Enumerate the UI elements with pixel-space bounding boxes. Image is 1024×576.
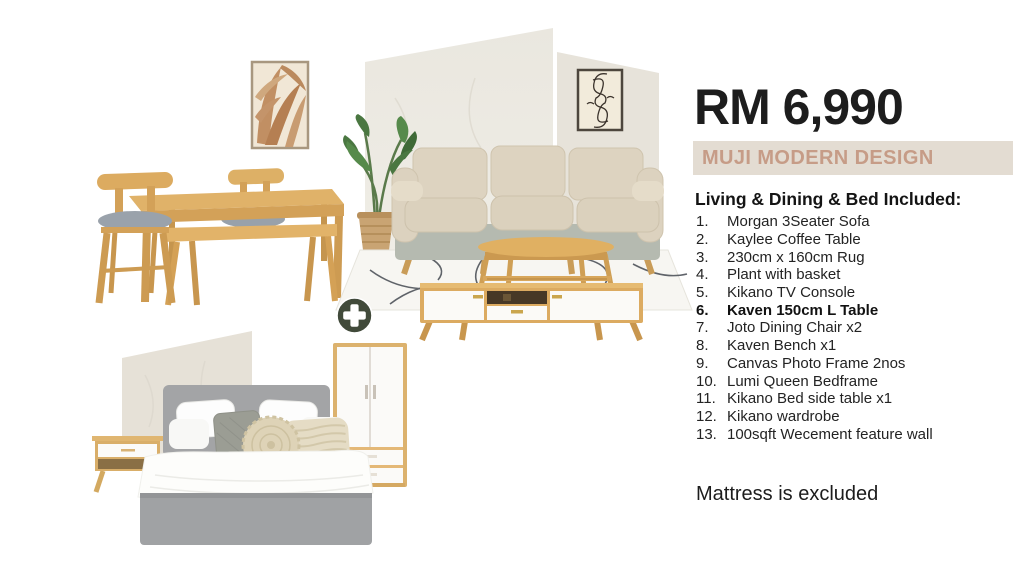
- item-label: Morgan 3Seater Sofa: [727, 213, 870, 231]
- list-item: [696, 355, 933, 373]
- list-item: [696, 390, 933, 408]
- mattress-note: Mattress is excluded: [696, 483, 879, 505]
- item-label: Plant with basket: [727, 266, 841, 284]
- list-item: [696, 372, 933, 390]
- item-label: Canvas Photo Frame 2nos: [727, 354, 906, 372]
- list-heading: Living & Dining & Bed Included:: [695, 189, 962, 209]
- price: RM 6,990: [694, 79, 903, 135]
- face-art-frame: [578, 70, 622, 130]
- item-label: Joto Dining Chair x2: [727, 319, 863, 337]
- list-item: [696, 301, 933, 319]
- plus-icon: [336, 297, 373, 334]
- list-item: [696, 337, 933, 355]
- item-label: Lumi Queen Bedframe: [727, 372, 878, 390]
- item-label: 100sqft Wecement feature wall: [727, 425, 933, 443]
- item-number: 4.: [696, 266, 709, 284]
- list-item: [696, 266, 933, 284]
- item-label: Kaven Bench x1: [727, 337, 837, 355]
- list-item: [696, 213, 933, 231]
- item-label: Kaylee Coffee Table: [727, 231, 861, 249]
- dining-set-image: [85, 55, 355, 320]
- list-item: [696, 425, 933, 443]
- item-number: 2.: [696, 231, 709, 249]
- item-number: 3.: [696, 248, 709, 266]
- item-number: 9.: [696, 354, 709, 372]
- item-number: 1.: [696, 213, 709, 231]
- included-items-list: [696, 213, 933, 443]
- bedroom-image: [85, 325, 445, 560]
- item-label: 230cm x 160cm Rug: [727, 248, 865, 266]
- list-item: [696, 248, 933, 266]
- item-label: Kikano wardrobe: [727, 407, 840, 425]
- list-item: [696, 284, 933, 302]
- item-number: 6.: [696, 301, 709, 319]
- item-number: 13.: [696, 425, 717, 443]
- item-number: 8.: [696, 337, 709, 355]
- palm-art-frame: [252, 62, 308, 148]
- item-number: 11.: [696, 390, 716, 408]
- list-item: [696, 408, 933, 426]
- item-number: 7.: [696, 319, 709, 337]
- list-item: [696, 319, 933, 337]
- tv-console: [420, 283, 643, 340]
- item-label: Kaven 150cm L Table: [727, 301, 879, 319]
- item-number: 5.: [696, 284, 709, 302]
- item-label: Kikano Bed side table x1: [727, 390, 893, 408]
- list-item: [696, 231, 933, 249]
- item-number: 12.: [696, 407, 717, 425]
- living-room-image: [335, 18, 695, 345]
- item-number: 10.: [696, 372, 717, 390]
- design-banner: MUJI MODERN DESIGN: [693, 141, 1013, 175]
- dining-chair-left: [97, 172, 174, 303]
- dining-bench: [162, 224, 337, 305]
- item-label: Kikano TV Console: [727, 284, 856, 302]
